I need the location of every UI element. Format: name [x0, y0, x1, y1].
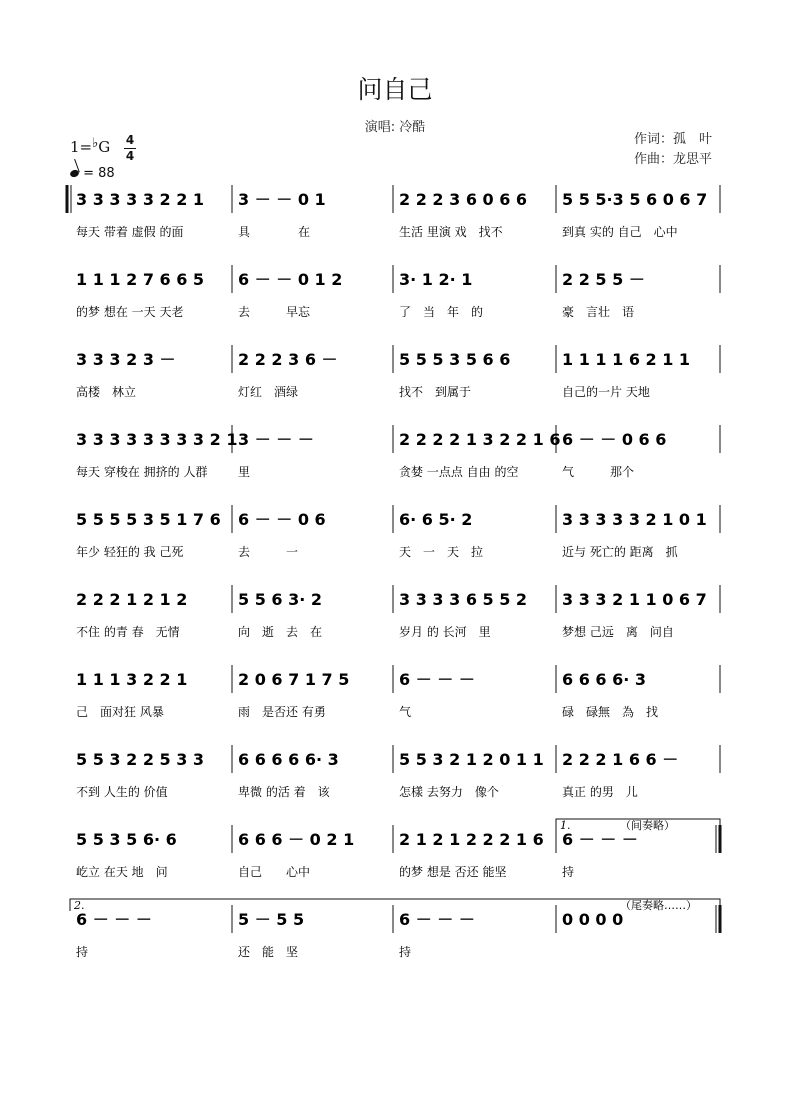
lyricist-credit: 作词：孤 叶	[634, 132, 713, 147]
lyric-text: 天 一 天 拉	[399, 545, 484, 559]
lyric-text: 卑微 的活 着 该	[238, 785, 330, 799]
measure-notes: 3 3 3 3 3 2 1 0 1	[562, 510, 707, 529]
lyric-text: 的梦 想在 一天 天老	[76, 305, 184, 319]
lyric-text: 持	[76, 945, 89, 959]
lyric-text: 去 早忘	[238, 305, 311, 319]
measure-notes: 6· 6 5· 2	[399, 510, 473, 529]
lyric-text: 里	[238, 465, 251, 479]
lyric-text: 具 在	[238, 225, 311, 239]
key-tonic: G	[98, 138, 111, 156]
measure-notes: 2 2 5 5 －	[562, 270, 645, 289]
measure-notes: 2 2 2 1 6 6 －	[562, 750, 679, 769]
lyric-text: 持	[399, 945, 412, 959]
flat-sign: ♭	[92, 136, 99, 151]
measure-notes: 2 1 2 1 2 2 2 1 6	[399, 830, 544, 849]
measure-notes: 6 6 6 6· 3	[562, 670, 647, 689]
measure-notes: 6 － － －	[76, 910, 152, 929]
measure-notes: 5 5 6 3· 2	[238, 590, 323, 609]
measure-notes: 0 0 0 0	[562, 910, 624, 929]
measure-notes: 6 － － 0 6	[238, 510, 326, 529]
measure-notes: 6 － － 0 6 6	[562, 430, 667, 449]
lyric-text: 自己的一片 天地	[562, 385, 650, 399]
measure-notes: 5 5 5 3 5 6 6	[399, 350, 511, 369]
lyric-text: 怎樣 去努力 像个	[399, 785, 499, 799]
measure-notes: 2 2 2 2 1 3 2 2 1 6	[399, 430, 561, 449]
key-prefix: 1=	[70, 138, 93, 156]
lyric-text: 持	[562, 865, 575, 879]
measure-notes: 3 － － －	[238, 430, 314, 449]
tempo-value: = 88	[83, 166, 115, 181]
lyric-text: 到真 实的 自己 心中	[562, 225, 678, 239]
measure-notes: 3 － － 0 1	[238, 190, 326, 209]
lyric-text: 近与 死亡的 距离 抓	[562, 545, 678, 559]
lyric-text: 不到 人生的 价值	[76, 785, 168, 799]
measure-notes: 3· 1 2· 1	[399, 270, 473, 289]
lyric-text: 向 逝 去 在	[238, 625, 323, 639]
lyric-text: 的梦 想是 否还 能坚	[399, 865, 507, 879]
measure-notes: 1 1 1 3 2 2 1	[76, 670, 188, 689]
lyric-text: 不住 的青 春 无情	[76, 625, 180, 639]
measure-notes: 5 － 5 5	[238, 910, 305, 929]
lyric-text: 屹立 在天 地 问	[76, 865, 168, 879]
measure-notes: 2 2 2 3 6 0 6 6	[399, 190, 528, 209]
lyric-text: 贪婪 一点点 自由 的空	[399, 465, 519, 479]
lyric-text: 气 那个	[562, 465, 635, 479]
measure-notes: 3 3 3 3 3 3 3 3 2 1	[76, 430, 238, 449]
section-note: （间奏略）	[620, 819, 675, 832]
lyric-text: 生活 里演 戏 找不	[399, 225, 503, 239]
lyric-text: 碌 碌無 為 找	[562, 705, 659, 719]
volta-number: 2.	[74, 899, 85, 912]
lyric-text: 找不 到属于	[399, 385, 472, 399]
measure-notes: 6 － － －	[562, 830, 638, 849]
measure-notes: 5 5 5·3 5 6 0 6 7	[562, 190, 708, 209]
measure-notes: 1 1 1 1 6 2 1 1	[562, 350, 691, 369]
lyric-text: 雨 是否还 有勇	[238, 705, 326, 719]
measure-notes: 2 2 2 1 2 1 2	[76, 590, 188, 609]
lyric-text: 己 面对狂 风暴	[76, 705, 164, 719]
lyric-text: 高楼 林立	[76, 385, 137, 399]
time-signature-bottom: 4	[125, 149, 135, 163]
lyric-text: 灯红 酒绿	[238, 385, 299, 399]
measure-notes: 6 － － －	[399, 670, 475, 689]
measure-notes: 1 1 1 2 7 6 6 5	[76, 270, 205, 289]
measure-notes: 3 3 3 2 1 1 0 6 7	[562, 590, 707, 609]
song-title: 问自己	[357, 75, 433, 104]
lyric-text: 岁月 的 长河 里	[399, 625, 491, 639]
lyric-text: 了 当 年 的	[399, 305, 484, 319]
measure-notes: 6 6 6 － 0 2 1	[238, 830, 355, 849]
singer-credit: 演唱: 冷酷	[364, 120, 426, 135]
measure-notes: 3 3 3 3 3 2 2 1	[76, 190, 205, 209]
measure-notes: 6 6 6 6 6· 3	[238, 750, 339, 769]
measure-notes: 2 0 6 7 1 7 5	[238, 670, 350, 689]
lyric-text: 去 一	[238, 545, 299, 559]
measure-notes: 3 3 3 2 3 －	[76, 350, 176, 369]
measure-notes: 2 2 2 3 6 －	[238, 350, 338, 369]
measure-notes: 5 5 3 2 1 2 0 1 1	[399, 750, 544, 769]
lyric-text: 梦想 己远 离 问自	[562, 625, 674, 639]
lyric-text: 豪 言壮 语	[562, 305, 635, 319]
time-signature-top: 4	[125, 133, 135, 147]
measure-notes: 3 3 3 3 6 5 5 2	[399, 590, 528, 609]
measure-notes: 5 5 5 5 3 5 1 7 6	[76, 510, 221, 529]
composer-credit: 作曲：龙思平	[634, 152, 713, 167]
lyric-text: 还 能 坚	[238, 945, 299, 959]
lyric-text: 真正 的男 儿	[562, 785, 638, 799]
lyric-text: 年少 轻狂的 我 己死	[76, 545, 184, 559]
section-note: （尾奏略……）	[620, 899, 697, 912]
lyric-text: 每天 穿梭在 拥挤的 人群	[76, 465, 208, 479]
measure-notes: 6 － － 0 1 2	[238, 270, 343, 289]
measure-notes: 6 － － －	[399, 910, 475, 929]
lyric-text: 气	[399, 705, 412, 719]
lyric-text: 自己 心中	[238, 865, 311, 879]
lyric-text: 每天 带着 虚假 的面	[76, 225, 184, 239]
measure-notes: 5 5 3 2 2 5 3 3	[76, 750, 205, 769]
volta-number: 1.	[560, 819, 571, 832]
measure-notes: 5 5 3 5 6· 6	[76, 830, 177, 849]
